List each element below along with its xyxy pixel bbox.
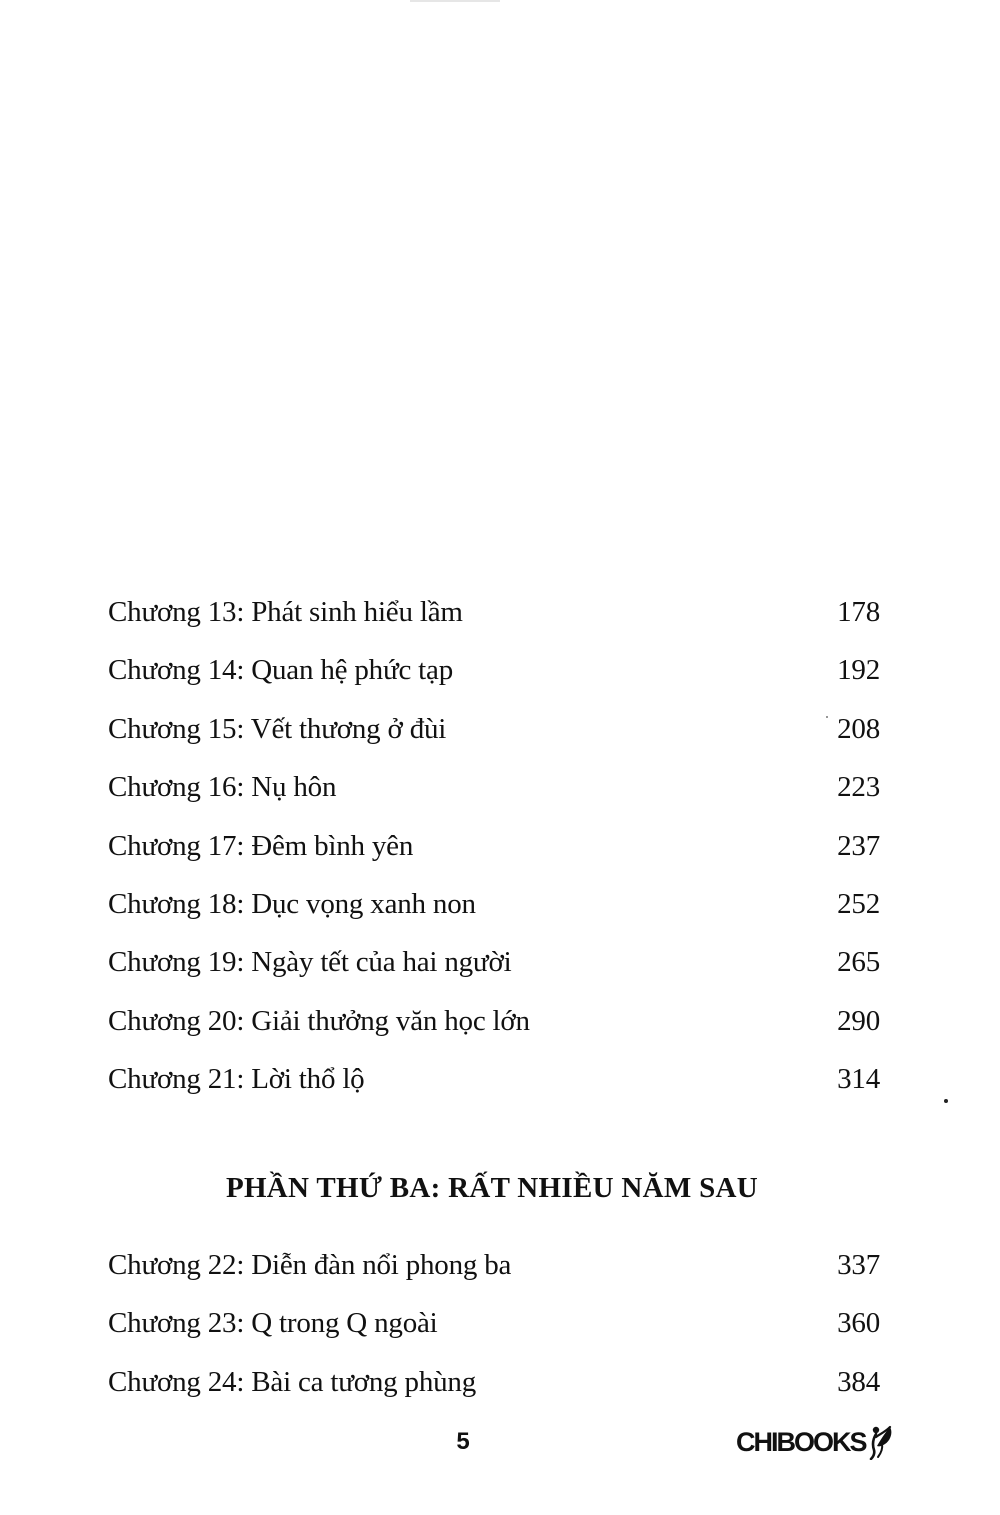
- toc-row: [108, 933, 880, 991]
- toc-chapter-title: Chương 13: Phát sinh hiểu lầm: [108, 596, 463, 628]
- print-speck: [826, 716, 828, 718]
- page-number: 5: [456, 1428, 470, 1455]
- toc-chapter-title: Chương 22: Diễn đàn nổi phong ba: [108, 1249, 512, 1281]
- toc-page-number: 290: [837, 1004, 880, 1037]
- toc-part-two: [108, 583, 880, 1109]
- toc-chapter-title: Chương 15: Vết thương ở đùi: [108, 712, 447, 745]
- toc-row: [108, 992, 880, 1050]
- toc-page-number: 252: [837, 887, 880, 920]
- toc-page-number: 223: [837, 771, 880, 804]
- toc-page-number: 208: [837, 712, 880, 745]
- toc-page-number: 237: [837, 829, 880, 862]
- toc-chapter-title: Chương 19: Ngày tết của hai người: [108, 946, 512, 979]
- toc-page-number: 265: [837, 946, 880, 979]
- toc-part-three: [108, 1236, 880, 1411]
- toc-row: [108, 1050, 880, 1108]
- toc-chapter-title: Chương 18: Dục vọng xanh non: [108, 887, 476, 920]
- part-three-heading: PHẦN THỨ BA: RẤT NHIỀU NĂM SAU: [225, 1172, 759, 1204]
- toc-chapter-title: Chương 23: Q trong Q ngoài: [108, 1307, 438, 1340]
- toc-row: [108, 700, 880, 758]
- toc-row: [108, 758, 880, 816]
- toc-row: [108, 875, 880, 933]
- publisher-logo: [736, 1420, 894, 1464]
- toc-chapter-title: Chương 21: Lời thổ lộ: [108, 1063, 365, 1096]
- print-speck: [944, 1099, 948, 1103]
- toc-row: [108, 817, 880, 875]
- toc-page-number: 192: [837, 654, 880, 687]
- toc-row: [108, 1236, 880, 1294]
- publisher-name: CHIBOOKS: [736, 1427, 866, 1457]
- toc-row: [108, 1294, 880, 1352]
- toc-page-number: 360: [837, 1307, 880, 1340]
- toc-page-number: 314: [837, 1063, 880, 1096]
- chibooks-figure-icon: [868, 1424, 894, 1460]
- toc-chapter-title: Chương 14: Quan hệ phức tạp: [108, 654, 454, 687]
- toc-page-number: 337: [837, 1249, 880, 1281]
- toc-chapter-title: Chương 16: Nụ hôn: [108, 771, 337, 804]
- toc-page-number: 178: [837, 596, 880, 628]
- toc-chapter-title: Chương 20: Giải thưởng văn học lớn: [108, 1004, 530, 1037]
- toc-row: [108, 583, 880, 641]
- toc-chapter-title: Chương 17: Đêm bình yên: [108, 829, 414, 862]
- toc-row: [108, 641, 880, 699]
- page-edge-mark: [410, 0, 500, 2]
- toc-row: [108, 1353, 880, 1411]
- toc-page-number: 384: [837, 1365, 880, 1398]
- toc-chapter-title: Chương 24: Bài ca tương phùng: [108, 1365, 477, 1398]
